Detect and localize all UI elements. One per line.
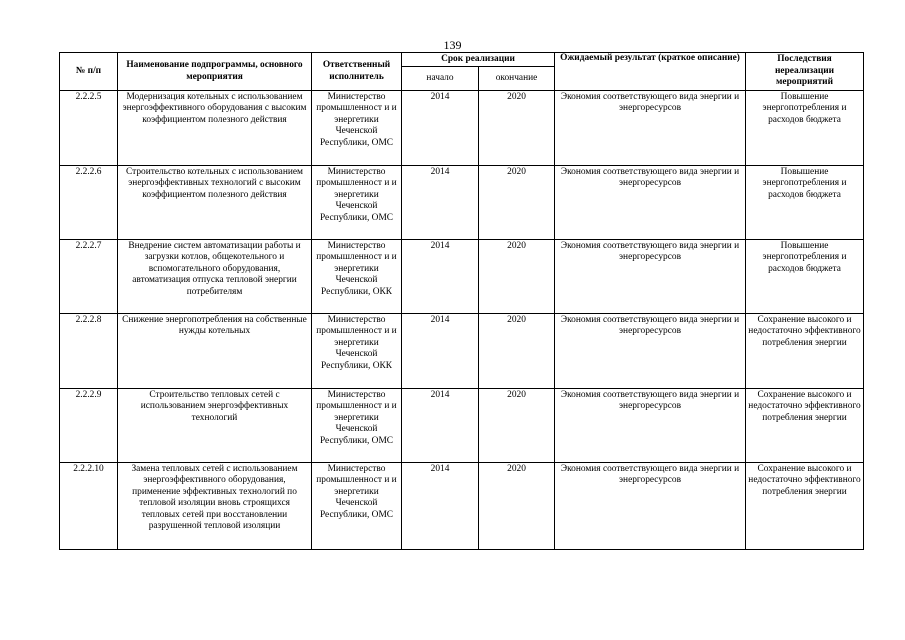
row-consequences: Сохранение высокого и недостаточно эффективного потребления энергии (746, 389, 864, 463)
row-name: Строительство котельных с использованием энергоэффективных технологий с высоким коэффициентом полезного действия (118, 166, 312, 240)
row-name: Снижение энергопотребления на собственные нужды котельных (118, 314, 312, 389)
row-end: 2020 (479, 91, 555, 166)
row-result: Экономия соответствующего вида энергии и энергоресурсов (555, 463, 746, 550)
row-number: 2.2.2.6 (60, 166, 118, 240)
header-name: Наименование подпрограммы, основного мероприятия (118, 53, 312, 91)
row-executor: Министерство промышленност и и энергетики Чеченской Республики, ОМС (312, 389, 402, 463)
row-executor: Министерство промышленност и и энергетики Чеченской Республики, ОМС (312, 91, 402, 166)
row-start: 2014 (402, 91, 479, 166)
row-start: 2014 (402, 166, 479, 240)
row-executor: Министерство промышленност и и энергетики Чеченской Республики, ОМС (312, 463, 402, 550)
row-end: 2020 (479, 166, 555, 240)
row-consequences: Повышение энергопотребления и расходов бюджета (746, 91, 864, 166)
row-consequences: Повышение энергопотребления и расходов бюджета (746, 240, 864, 314)
row-number: 2.2.2.5 (60, 91, 118, 166)
row-end: 2020 (479, 240, 555, 314)
row-number: 2.2.2.10 (60, 463, 118, 550)
row-result: Экономия соответствующего вида энергии и энергоресурсов (555, 314, 746, 389)
row-executor: Министерство промышленност и и энергетики Чеченской Республики, ОКК (312, 240, 402, 314)
table-row (60, 240, 864, 314)
row-consequences: Повышение энергопотребления и расходов бюджета (746, 166, 864, 240)
row-consequences: Сохранение высокого и недостаточно эффективного потребления энергии (746, 463, 864, 550)
row-name: Модернизация котельных с использованием энергоэффективного оборудования с высоким коэффициентом полезного действия (118, 91, 312, 166)
row-result: Экономия соответствующего вида энергии и энергоресурсов (555, 389, 746, 463)
header-start: начало (402, 67, 479, 91)
row-result: Экономия соответствующего вида энергии и энергоресурсов (555, 91, 746, 166)
table-row (60, 314, 864, 389)
row-executor: Министерство промышленност и и энергетики Чеченской Республики, ОКК (312, 314, 402, 389)
table-row (60, 91, 864, 166)
table-row (60, 389, 864, 463)
row-end: 2020 (479, 314, 555, 389)
table-row (60, 463, 864, 550)
row-start: 2014 (402, 240, 479, 314)
header-consequences: Последствия нереализации мероприятий (746, 53, 864, 91)
row-name: Внедрение систем автоматизации работы и загрузки котлов, общекотельного и вспомогательного оборудования, автоматизация отпуска тепловой энергии потребителям (118, 240, 312, 314)
row-name: Замена тепловых сетей с использованием энергоэффективного оборудования, применение эффективных технологий по тепловой изоляции вновь строящихся тепловых сетей при восстановлении разрушенной тепловой изоляции (118, 463, 312, 550)
row-start: 2014 (402, 463, 479, 550)
row-number: 2.2.2.9 (60, 389, 118, 463)
table-row (60, 166, 864, 240)
table-header (60, 53, 864, 91)
program-table (59, 52, 864, 550)
row-start: 2014 (402, 389, 479, 463)
row-number: 2.2.2.8 (60, 314, 118, 389)
header-period: Срок реализации (402, 53, 555, 67)
row-result: Экономия соответствующего вида энергии и энергоресурсов (555, 166, 746, 240)
row-end: 2020 (479, 389, 555, 463)
header-executor: Ответственный исполнитель (312, 53, 402, 91)
row-start: 2014 (402, 314, 479, 389)
row-consequences: Сохранение высокого и недостаточно эффективного потребления энергии (746, 314, 864, 389)
header-number: № п/п (60, 53, 118, 91)
page-number: 139 (443, 38, 462, 52)
header-result: Ожидаемый результат (краткое описание) (555, 53, 746, 91)
row-executor: Министерство промышленност и и энергетики Чеченской Республики, ОМС (312, 166, 402, 240)
header-end: окончание (479, 67, 555, 91)
row-number: 2.2.2.7 (60, 240, 118, 314)
row-end: 2020 (479, 463, 555, 550)
row-name: Строительство тепловых сетей с использованием энергоэффективных технологий (118, 389, 312, 463)
row-result: Экономия соответствующего вида энергии и энергоресурсов (555, 240, 746, 314)
